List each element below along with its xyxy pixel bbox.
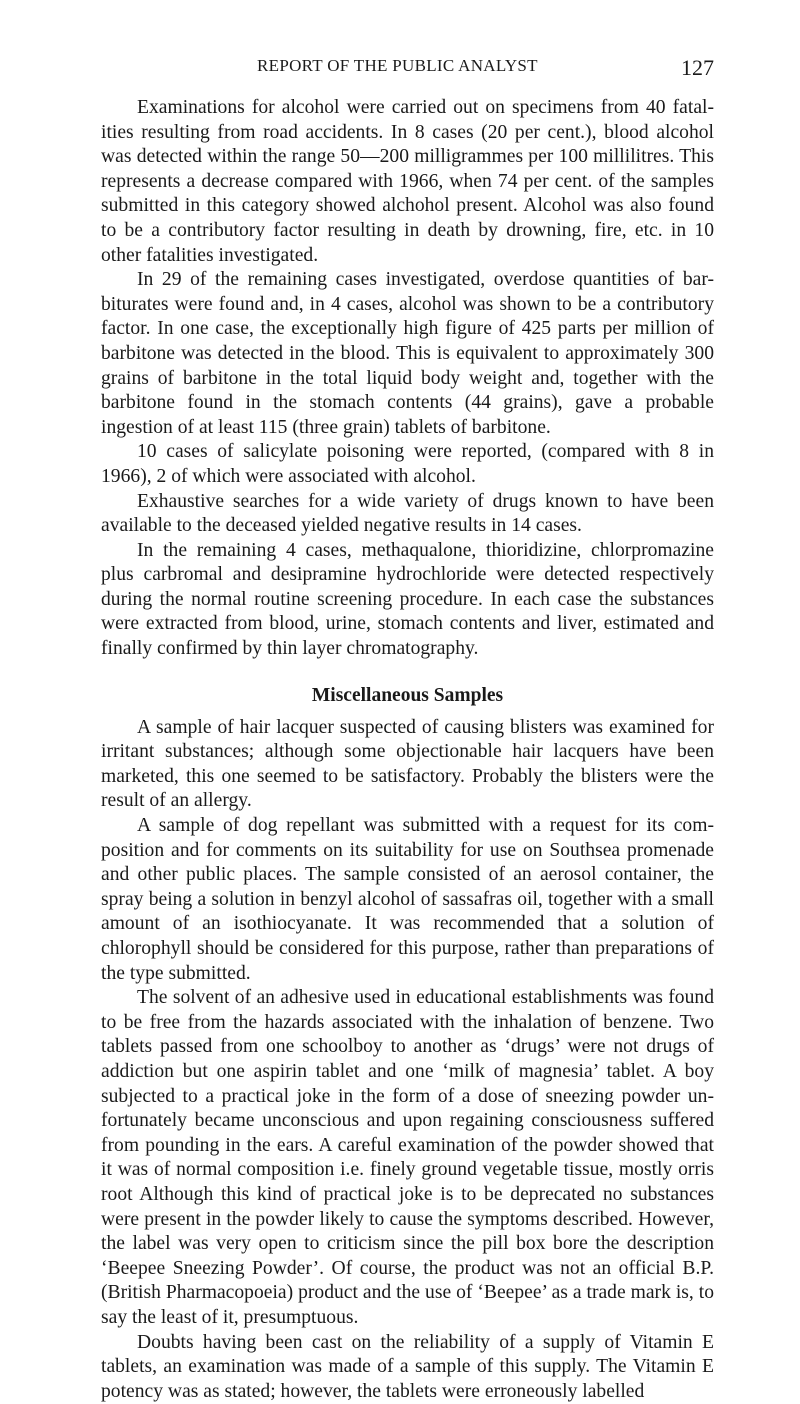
section-heading: Miscellaneous Samples	[101, 684, 714, 708]
document-page	[101, 56, 714, 1404]
paragraph-adhesive-and-sneezing-powder: The solvent of an adhesive used in educational establishments was found to be free from the hazards associated with the inhalation of benzene. Two tablets passed from one schoolboy to another as ‘drugs’ were not drugs of addiction but one aspirin tablet and one ‘milk of magnesia’ tablet. A boy subjected to a practical joke in the form of a dose of sneezing powder un- fortunately became unconscious and upon regaining consciousness suffered from pounding in the ears. A careful examination of the powder showed that it was of normal composition i.e. finely ground vegetable tissue, mostly orris root Although this kind of practical joke is to be deprecated no substances were present in the powder likely to cause the symptoms described. However, the label was very open to criticism since the pill box bore the description ‘Beepee Sneezing Powder’. Of course, the product was not an official B.P. (British Pharmacopoeia) product and the use of ‘Beepee’ as a trade mark is, to say the least of it, presumptuous.	[101, 986, 714, 1330]
paragraph-remaining-cases: In the remaining 4 cases, methaqualone, thioridizine, chlorpromazine plus carbromal and desipramine hydrochloride were detected respectively during the normal routine screening procedure. In each case the substances were extracted from blood, urine, stomach contents and liver, estimated and finally confirmed by thin layer chromatography.	[101, 539, 714, 662]
page-number: 127	[681, 55, 714, 81]
paragraph-barbiturates: In 29 of the remaining cases investigated, overdose quantities of bar- biturates were found and, in 4 cases, alcohol was shown to be a contributory factor. In one case, the exceptionally high figure of 425 parts per million of barbitone was detected in the blood. This is equivalent to approximately 300 grains of barbitone in the total liquid body weight and, together with the barbitone found in the stomach contents (44 grains), gave a probable ingestion of at least 115 (three grain) tablets of barbitone.	[101, 268, 714, 440]
paragraph-dog-repellant: A sample of dog repellant was submitted with a request for its com- position and for comments on its suitability for use on Southsea promenade and other public places. The sample consisted of an aerosol container, the spray being a solution in benzyl alcohol of sassafras oil, together with a small amount of an isothiocyanate. It was recommended that a solution of chlorophyll should be considered for this purpose, rather than preparations of the type submitted.	[101, 814, 714, 986]
paragraph-road-accident-alcohol: Examinations for alcohol were carried out on specimens from 40 fatal- ities resulting from road accidents. In 8 cases (20 per cent.), blood alcohol was detected within the range 50—200 milligrammes per 100 millilitres. This represents a decrease compared with 1966, when 74 per cent. of the samples submitted in this category showed alchohol present. Alcohol was also found to be a contributory factor resulting in death by drowning, fire, etc. in 10 other fatalities investigated.	[101, 96, 714, 268]
running-header	[101, 56, 714, 86]
running-title: REPORT OF THE PUBLIC ANALYST	[257, 56, 538, 76]
paragraph-vitamin-e: Doubts having been cast on the reliability of a supply of Vitamin E tablets, an examination was made of a sample of this supply. The Vitamin E potency was as stated; however, the tablets were erroneously labelled	[101, 1331, 714, 1404]
body-text	[101, 96, 714, 1404]
paragraph-hair-lacquer: A sample of hair lacquer suspected of causing blisters was examined for irritant substances; although some objectionable hair lacquers have been marketed, this one seemed to be satisfactory. Probably the blisters were the result of an allergy.	[101, 716, 714, 814]
paragraph-salicylate: 10 cases of salicylate poisoning were reported, (compared with 8 in 1966), 2 of which were associated with alcohol.	[101, 440, 714, 489]
paragraph-negative-results: Exhaustive searches for a wide variety of drugs known to have been available to the deceased yielded negative results in 14 cases.	[101, 490, 714, 539]
